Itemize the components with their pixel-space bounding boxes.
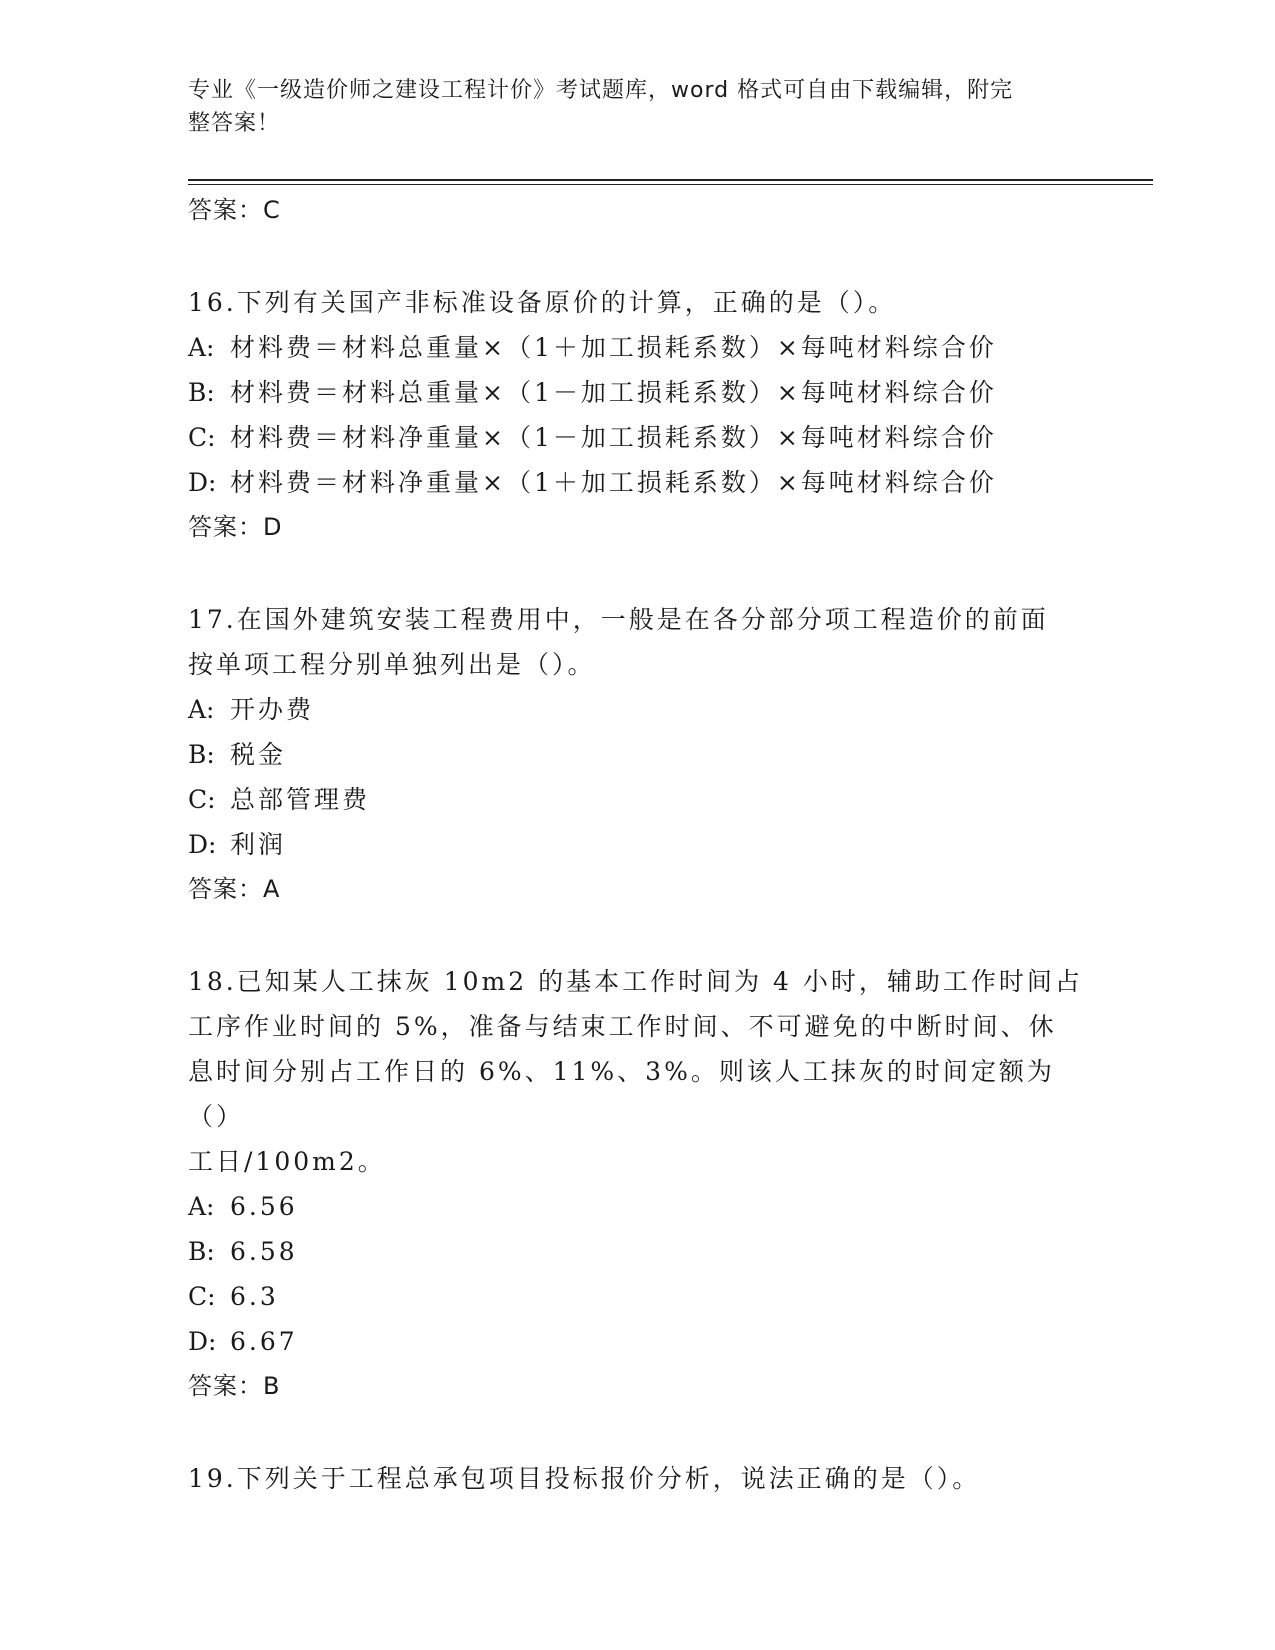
option-text: 6.3 [230,1282,279,1311]
option-d [188,1319,1088,1364]
header-line-1: 专业《一级造价师之建设工程计价》考试题库，word 格式可自由下载编辑，附完 [188,78,1014,103]
question-text: 按单项工程分别单独列出是（）。 [188,650,596,679]
question-text: 18.已知某人工抹灰 10m2 的基本工作时间为 4 小时，辅助工作时间占 [188,967,1083,996]
option-c [188,415,1088,460]
header-rule-thick [188,179,1153,181]
option-a [188,1184,1088,1229]
answer-value: C [263,196,281,224]
option-b [188,1229,1088,1274]
question-block [188,1456,1088,1501]
option-text: 6.67 [230,1327,298,1356]
option-label: C: [188,423,216,452]
option-text: 材料费＝材料总重量×（1－加工损耗系数）×每吨材料综合价 [230,378,997,407]
option-text: 总部管理费 [230,785,371,814]
option-text: 6.56 [230,1192,298,1221]
option-label: B: [188,1237,215,1266]
answer-line [188,188,1088,233]
answer-prefix: 答案： [188,196,263,224]
answer-value: D [263,513,283,541]
document-header [188,74,1088,140]
question-text: 息时间分别占工作日的 6%、11%、3%。则该人工抹灰的时间定额为（） [188,1057,1055,1131]
question-text: 工日/100m2。 [188,1147,386,1176]
answer-prefix: 答案： [188,1372,263,1400]
option-text: 利润 [230,830,287,859]
option-label: A: [188,333,215,362]
option-label: D: [188,1327,217,1356]
answer-value: A [263,875,281,903]
option-label: D: [188,468,217,497]
question-block [188,597,1088,912]
option-c [188,1274,1088,1319]
header-line-2: 整答案！ [188,111,281,136]
option-text: 6.58 [230,1237,298,1266]
option-text: 材料费＝材料净重量×（1－加工损耗系数）×每吨材料综合价 [230,423,997,452]
option-a [188,325,1088,370]
option-text: 材料费＝材料总重量×（1＋加工损耗系数）×每吨材料综合价 [230,333,997,362]
option-label: A: [188,695,215,724]
answer-prefix: 答案： [188,513,263,541]
option-label: B: [188,378,215,407]
option-text: 材料费＝材料净重量×（1＋加工损耗系数）×每吨材料综合价 [230,468,997,497]
option-text: 开办费 [230,695,315,724]
answer-line [188,1364,1088,1409]
option-b [188,370,1088,415]
question-text: 16.下列有关国产非标准设备原价的计算，正确的是（）。 [188,288,897,317]
option-label: B: [188,740,215,769]
question-block [188,959,1088,1409]
option-d [188,460,1088,505]
header-rule-thin [188,184,1153,185]
option-text: 税金 [230,740,287,769]
answer-value: B [263,1372,281,1400]
question-text: 19.下列关于工程总承包项目投标报价分析，说法正确的是（）。 [188,1464,981,1493]
option-b [188,732,1088,777]
option-label: C: [188,1282,216,1311]
option-label: D: [188,830,217,859]
question-text: 工序作业时间的 5%，准备与结束工作时间、不可避免的中断时间、休 [188,1012,1057,1041]
question-text: 17.在国外建筑安装工程费用中，一般是在各分部分项工程造价的前面 [188,605,1049,634]
question-block [188,280,1088,550]
answer-line [188,505,1088,550]
option-a [188,687,1088,732]
option-d [188,822,1088,867]
option-label: C: [188,785,216,814]
document-body [188,188,1088,1501]
answer-line [188,867,1088,912]
option-label: A: [188,1192,215,1221]
answer-prefix: 答案： [188,875,263,903]
option-c [188,777,1088,822]
